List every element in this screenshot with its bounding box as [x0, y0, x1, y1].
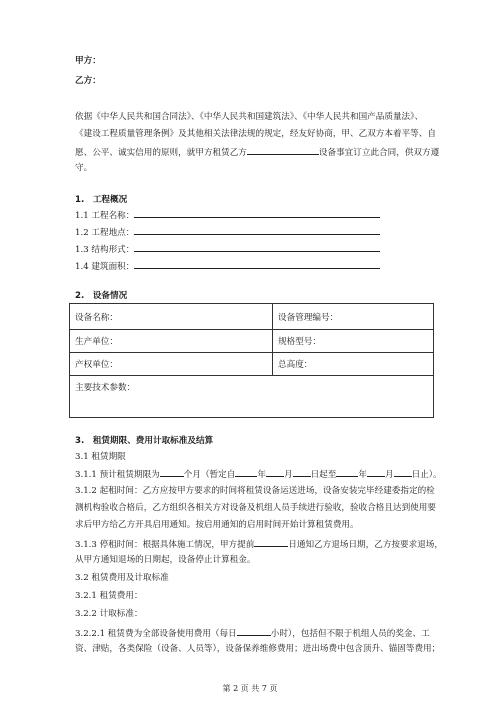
section-3-2-2: 3.2.2 计取标准：: [75, 609, 143, 619]
s311-text-h: 日止）。: [411, 470, 442, 480]
end-year-blank[interactable]: [336, 467, 358, 477]
section-3-2-2-1-line-2: 资、津贴，各类保险（设备、人员等），设备保养维修费用；进出场费中包含顶升、锚固等费用；: [75, 644, 441, 654]
end-day-blank[interactable]: [394, 467, 412, 477]
lessor-blank[interactable]: [247, 145, 319, 155]
table-row: [70, 330, 434, 353]
main-params-cell[interactable]: 主要技术参数：: [70, 376, 434, 418]
section-1-heading: 1. 工程概况: [75, 195, 128, 205]
section-3-1-2-line-3: 求后甲方给乙方开具启用通知。按启用通知的启用时间开始计算租赁费用。: [75, 520, 359, 530]
s313-text-b: 日通知乙方退场日期，乙方按要求退场，: [288, 540, 443, 550]
project-name-blank[interactable]: [134, 208, 380, 218]
start-year-blank[interactable]: [235, 467, 257, 477]
structure-type-blank[interactable]: [134, 242, 380, 252]
section-3-1-3-line-1: [75, 537, 443, 551]
s311-text-c: 年: [257, 470, 266, 480]
section-2-heading: 2. 设备情况: [75, 291, 128, 301]
intro-line-3-text-b: 设备事宜订立此合同，供双方遵: [318, 148, 440, 158]
structure-type-field: [75, 242, 380, 256]
section-3-1-2-line-2: 测机构验收合格后，乙方组织各相关方对设备及机组人员手续进行验收，验收合格且达到使用要: [75, 503, 436, 513]
section-3-1-2-line-1: 3.1.2 起租时间：乙方应按甲方要求的时间将租赁设备运送进场，设备安装完毕经建委指定的检: [75, 486, 435, 496]
management-no-cell[interactable]: 设备管理编号：: [273, 304, 434, 330]
total-height-cell[interactable]: 总高度：: [273, 353, 434, 376]
s311-text-f: 年: [358, 470, 367, 480]
equipment-table: [69, 303, 434, 418]
section-3-heading: 3. 租赁期限、费用计取标准及结算: [75, 436, 214, 446]
spec-model-cell[interactable]: 规格型号：: [273, 330, 434, 353]
page-footer: 第 2 页 共 7 页: [222, 684, 278, 693]
table-row: [70, 353, 434, 376]
project-location-blank[interactable]: [134, 225, 380, 235]
manufacturer-cell[interactable]: 生产单位：: [70, 330, 273, 353]
project-location-field: [75, 225, 380, 239]
intro-line-1: 依据《中华人民共和国合同法》、《中华人民共和国建筑法》、《中华人民共和国产品质量法》、: [75, 112, 424, 122]
daily-hours-blank[interactable]: [237, 626, 271, 636]
s311-text-d: 月: [283, 470, 293, 480]
section-3-2-1: 3.2.1 租赁费用：: [75, 591, 143, 601]
table-row: [70, 376, 434, 418]
lease-months-blank[interactable]: [160, 467, 184, 477]
start-day-blank[interactable]: [293, 467, 311, 477]
start-month-blank[interactable]: [266, 467, 284, 477]
s3221-text-b: 小时），包括但不限于机组人员的奖金、工: [270, 629, 430, 639]
s313-text-a: 3.1.3 停租时间：根据具体施工情况，甲方提前: [75, 540, 255, 550]
building-area-field: [75, 259, 380, 273]
table-row: [70, 304, 434, 330]
intro-line-3-text-a: 愿、公平、诚实信用的原则，就甲方租赁乙方: [75, 148, 247, 158]
section-3-2-2-1-line-1: [75, 626, 430, 640]
intro-line-2: 《建设工程质量管理条例》及其他相关法律法规的规定，经友好协商，甲、乙双方本着平等、自: [75, 129, 436, 139]
party-a-label: 甲方：: [75, 56, 101, 66]
building-area-blank[interactable]: [134, 259, 380, 269]
project-name-field: [75, 208, 380, 222]
s311-text-b: 个月（暂定自: [183, 470, 236, 480]
section-3-1-1: [75, 467, 442, 481]
intro-line-4: 守。: [75, 163, 93, 173]
building-area-label: 1.4 建筑面积：: [75, 262, 135, 272]
end-month-blank[interactable]: [367, 467, 385, 477]
section-3-1-3-line-2: 从甲方通知退场的日期起，设备停止计算租金。: [75, 555, 256, 565]
equipment-name-cell[interactable]: 设备名称：: [70, 304, 273, 330]
notice-days-blank[interactable]: [254, 537, 288, 547]
section-3-1: 3.1 租赁期限: [75, 452, 126, 462]
project-location-label: 1.2 工程地点：: [75, 228, 135, 238]
section-3-2: 3.2 租赁费用及计取标准: [75, 573, 169, 583]
s311-text-a: 3.1.1 预计租赁期限为: [75, 470, 160, 480]
structure-type-label: 1.3 结构形式：: [75, 245, 135, 255]
project-name-label: 1.1 工程名称：: [75, 211, 135, 221]
s311-text-e: 日起至: [310, 470, 337, 480]
intro-line-3: [75, 145, 439, 159]
property-owner-cell[interactable]: 产权单位：: [70, 353, 273, 376]
party-b-label: 乙方：: [75, 76, 101, 86]
s311-text-g: 月: [384, 470, 394, 480]
s3221-text-a: 3.2.2.1 租赁费为全部设备使用费用（每日: [75, 629, 237, 639]
